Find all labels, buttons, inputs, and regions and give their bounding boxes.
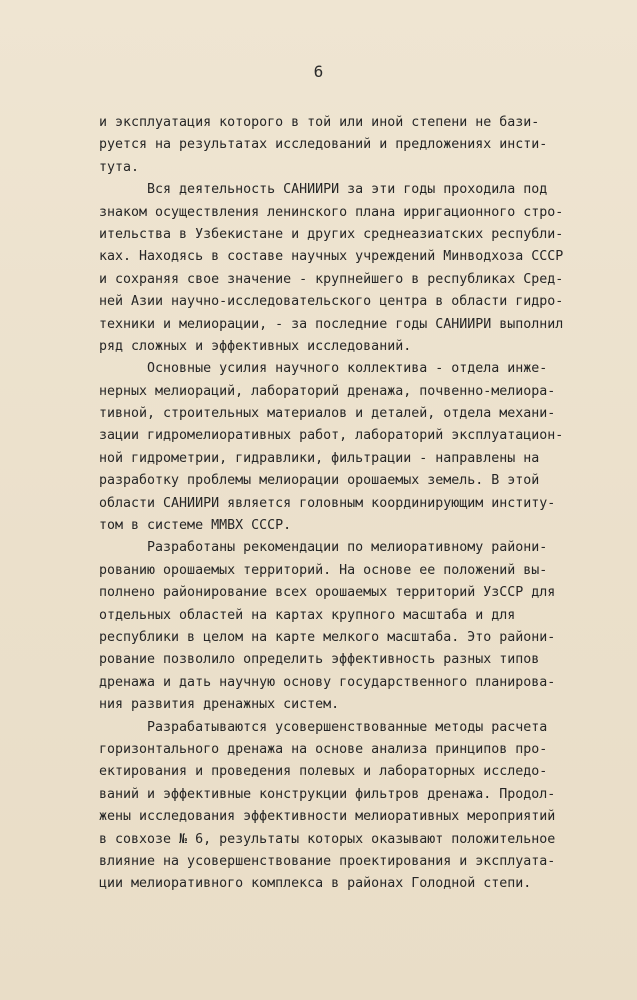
text-line: отдельных областей на картах крупного масштаба и для — [99, 607, 516, 623]
text-line: тивной, строительных материалов и деталей, отдела механи- — [99, 406, 556, 422]
text-line: нерных мелиораций, лабораторий дренажа, почвенно-мелиора- — [99, 383, 556, 399]
text-line: в совхозе № 6, результаты которых оказывают положительное — [99, 831, 556, 847]
text-line: жены исследования эффективности мелиоративных мероприятий — [99, 809, 556, 825]
text-line: ряд сложных и эффективных исследований. — [99, 338, 412, 354]
text-line: ительства в Узбекистане и других среднеазиатских республи- — [99, 226, 564, 242]
text-line: разработку проблемы мелиорации орошаемых земель. В этой — [99, 473, 540, 489]
text-line: влияние на усовершенствование проектирования и эксплуата- — [99, 853, 556, 869]
text-line: ней Азии научно-исследовательского центра в области гидро- — [99, 294, 564, 310]
text-line: том в системе ММВХ СССР. — [99, 518, 292, 534]
text-line: зации гидромелиоративных работ, лабораторий эксплуатацион- — [99, 428, 564, 444]
text-line: полнено районирование всех орошаемых территорий УзССР для — [99, 585, 556, 601]
text-line: ной гидрометрии, гидравлики, фильтрации - направлены на — [99, 450, 540, 466]
page-number: 6 — [313, 62, 324, 81]
text-line: Разработаны рекомендации по мелиоративному райони- — [99, 540, 548, 556]
text-line: дренажа и дать научную основу государственного планирова- — [99, 674, 556, 690]
text-line: тута. — [99, 159, 140, 175]
text-line: области САНИИРИ является головным координирующим институ- — [99, 495, 556, 511]
text-line: республики в целом на карте мелкого масштаба. Это райони- — [99, 629, 556, 645]
text-line: Вся деятельность САНИИРИ за эти годы проходила под — [99, 182, 548, 198]
text-line: техники и мелиорации, - за последние годы САНИИРИ выполнил — [99, 316, 564, 332]
text-line: горизонтального дренажа на основе анализа принципов про- — [99, 741, 548, 757]
text-line: Разрабатываются усовершенствованные методы расчета — [99, 719, 548, 735]
text-line: и сохраняя свое значение - крупнейшего в республиках Сред- — [99, 271, 564, 287]
text-line: рованию орошаемых территорий. На основе ее положений вы- — [99, 562, 548, 578]
body-text — [99, 112, 629, 896]
text-line: ции мелиоративного комплекса в районах Голодной степи. — [99, 876, 532, 892]
text-line: ках. Находясь в составе научных учреждений Минводхоза СССР — [99, 249, 564, 265]
text-line: руется на результатах исследований и предложениях инсти- — [99, 137, 548, 153]
text-line: Основные усилия научного коллектива - отдела инже- — [99, 361, 548, 377]
text-line: ваний и эффективные конструкции фильтров дренажа. Продол- — [99, 786, 556, 802]
text-line: рование позволило определить эффективность разных типов — [99, 652, 540, 668]
text-line: и эксплуатация которого в той или иной степени не бази- — [99, 115, 540, 130]
text-line: ния развития дренажных систем. — [99, 697, 340, 713]
text-line: знаком осуществления ленинского плана ирригационного стро- — [99, 204, 564, 220]
text-line: ектирования и проведения полевых и лабораторных исследо- — [99, 764, 548, 780]
